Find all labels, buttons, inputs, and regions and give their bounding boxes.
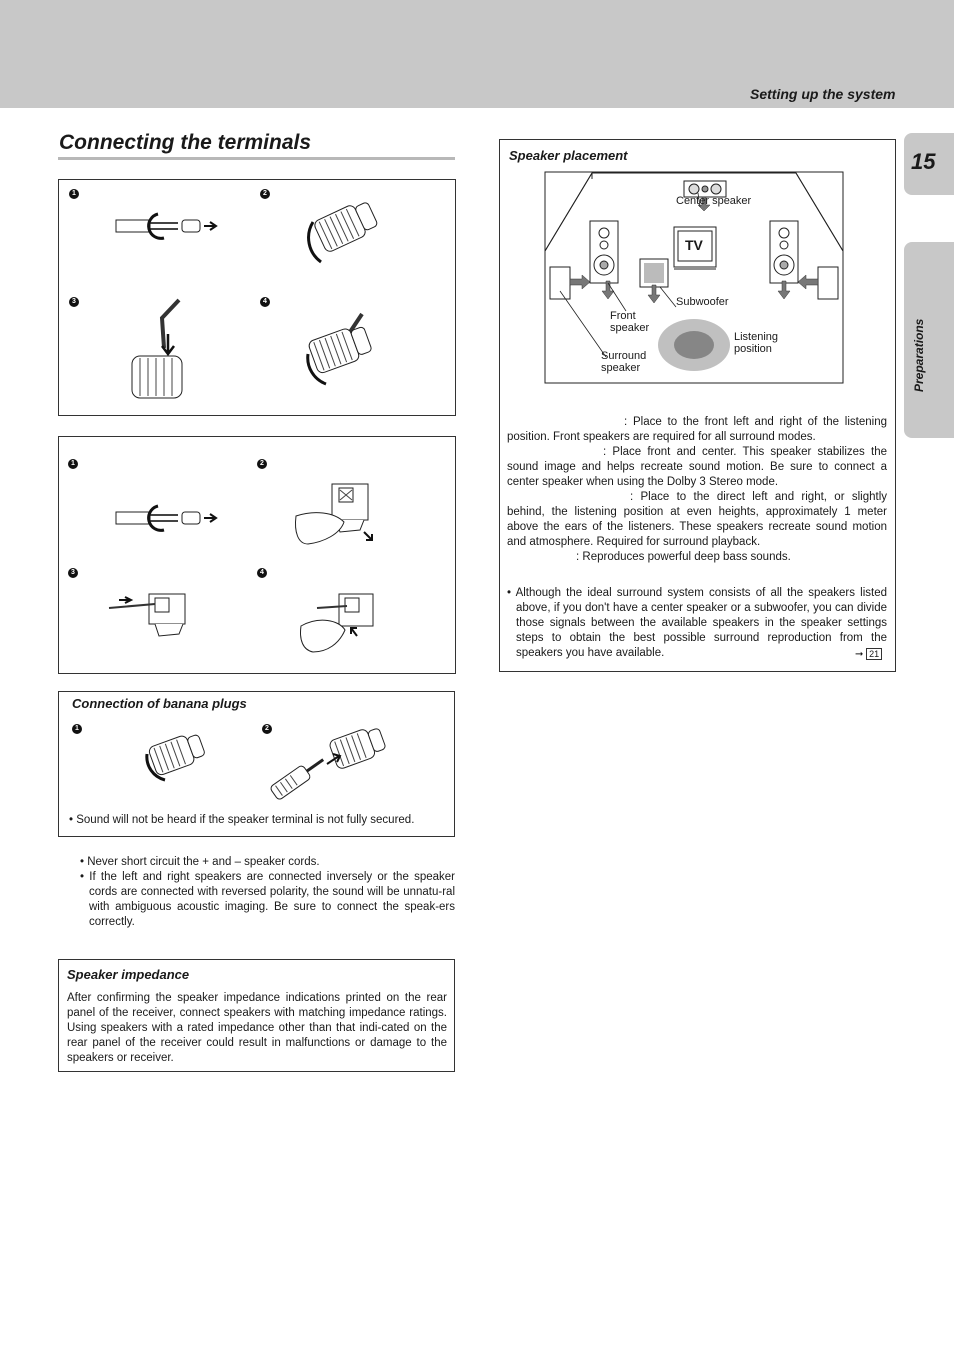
speaker-impedance-text: After confirming the speaker impedance indications printed on the rear panel of the receiver, connect speakers with matching impedance ratings. Using speakers with a rated impedance other than that indi-cated on the rear panel of the receiver could result in malfunctions or damage to the speakers or receiver. [67,992,447,1064]
banana-plug-title: Connection of banana plugs [72,696,247,711]
listening-position-label: Listening position [734,331,779,355]
center-speaker-label: Center speaker [676,195,752,207]
front-speaker-label: Front speaker [610,310,650,334]
insert-wire-clip-illustration [109,592,194,642]
step-2-marker: 2 [260,189,270,199]
spring-terminal-box [58,436,456,674]
tighten-knob-illustration [294,310,384,390]
banana-plug-box [58,691,455,837]
step-1-marker: 1 [72,724,82,734]
loosen-knob-illustration [299,190,389,270]
step-1-marker: 1 [69,189,79,199]
strip-wire-illustration [114,210,224,250]
surround-speaker-description: : Place to the direct left and right, or slightly behind, the listening position at even heights, approximately 1 meter above the ears of the listeners. These speakers recreate sound motion and atmosphere. Required for surround playback. [507,491,887,548]
speaker-impedance-box [58,959,455,1072]
step-4-marker: 4 [260,297,270,307]
speaker-impedance-title: Speaker impedance [67,967,190,982]
subwoofer-description: : Reproduces powerful deep bass sounds. [576,551,791,563]
placement-note [507,586,887,661]
surround-speaker-label: Surround speaker [601,350,647,374]
page-number-tab [904,133,954,195]
speaker-placement-box [499,139,896,672]
caution-item: • If the left and right speakers are connected inversely or the speaker cords are connected with reversed polarity, the sound will be unnatu-ral with ambiguous acoustic imaging. Be sure to connect the speak-ers correctly. [80,870,455,930]
step-3-marker: 3 [68,568,78,578]
step-2-marker: 2 [257,459,267,469]
chapter-tab [904,242,954,438]
caution-list [80,855,455,930]
page-reference[interactable] [855,648,882,661]
insert-banana-plug-illustration [267,728,387,808]
caution-item: • Never short circuit the + and – speaker cords. [80,855,455,870]
step-4-marker: 4 [257,568,267,578]
front-speaker-description: : Place to the front left and right of the listening position. Front speakers are required for all surround modes. [507,416,887,443]
speaker-placement-title: Speaker placement [509,148,628,163]
step-3-marker: 3 [69,297,79,307]
arrow-right-icon: ➞ [855,649,864,660]
step-1-marker: 1 [68,459,78,469]
page-number: 15 [911,149,936,174]
chapter-label: Preparations [912,318,926,392]
strip-wire-illustration [114,502,224,542]
screw-terminal-box [58,179,456,416]
subwoofer-label: Subwoofer [676,296,729,308]
release-lever-illustration [299,592,394,657]
tv-label: TV [685,237,703,253]
title-divider [58,157,455,160]
placement-note-item: • Although the ideal surround system consists of all the speakers listed above, if you don't have a center speaker or a subwoofer, you can divide those signals between the available speakers in the speaker settings steps to obtain the best possible surround reproduction from the speakers you have available. [507,586,887,661]
section-heading: Setting up the system [750,86,896,102]
banana-note-item: • Sound will not be heard if the speaker terminal is not fully secured. [69,813,449,828]
press-lever-illustration [294,482,389,552]
insert-wire-illustration [124,298,204,408]
banana-plug-note [69,813,449,828]
page-title: Connecting the terminals [59,131,312,154]
page-ref-number: 21 [866,648,882,660]
step-2-marker: 2 [262,724,272,734]
center-speaker-description: : Place front and center. This speaker stabilizes the sound image and helps recreate sound motion. Be sure to connect a center speaker when using the Dolby 3 Stereo mode. [507,446,887,488]
tighten-knob-illustration [139,728,219,788]
